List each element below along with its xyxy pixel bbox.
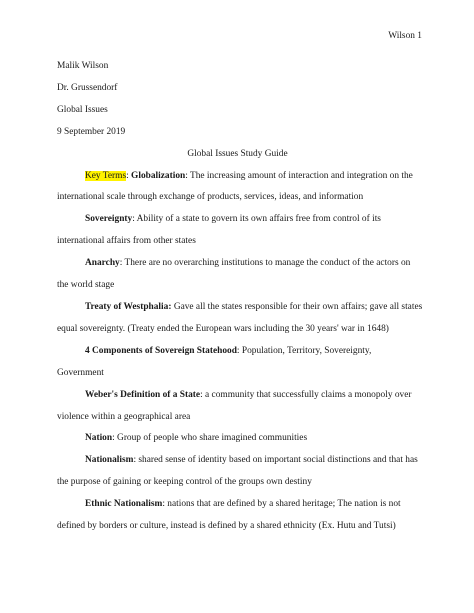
term-entry-treaty-of-westphalia [57,297,423,341]
term-definition-continued: violence within a geographical area [57,411,191,422]
instructor-name: Dr. Grussendorf [57,82,118,93]
document-body [57,56,423,538]
document-title: Global Issues Study Guide [187,148,288,159]
term-entry-ethnic-nationalism [57,494,418,538]
term-definition-continued: international scale through exchange of products, services, ideas, and information [57,192,364,203]
term-entry-sovereign-statehood [57,341,418,385]
term-name: Treaty of Westphalia: [85,301,172,312]
term-name: Ethnic Nationalism [85,499,163,510]
term-definition-continued: equal sovereignty. (Treaty ended the European wars including the 30 years' war in 1648) [57,323,389,334]
term-entry-globalization [57,166,418,210]
author-name: Malik Wilson [57,61,109,71]
term-entry-webers-definition [57,385,418,429]
term-name: Weber's Definition of a State [85,389,201,400]
course-name: Global Issues [57,104,108,115]
term-definition-continued: international affairs from other states [57,236,196,247]
term-separator: : [126,170,132,181]
document-date: 9 September 2019 [57,126,126,137]
term-definition: : The increasing amount of interaction and integration on the [185,170,413,181]
term-entry-anarchy [57,253,418,297]
term-definition: : There are no overarching institutions to manage the conduct of the actors on [119,258,411,269]
term-definition-continued: Government [57,367,104,378]
term-name: Globalization [131,170,186,181]
term-definition: : Group of people who share imagined communities [112,433,308,444]
term-entry-sovereignty [57,209,418,253]
term-definition-continued: the world stage [57,280,115,291]
term-name: Anarchy [85,258,120,269]
running-head: Wilson 1 [388,31,422,41]
term-definition: : shared sense of identity based on important social distinctions and that has [133,455,418,466]
term-definition: : Ability of a state to govern its own affairs free from control of its [132,214,381,225]
term-definition-continued: the purpose of gaining or keeping control of the groups own destiny [57,477,312,488]
highlighted-key-terms-label: Key Terms [85,170,127,181]
term-name: 4 Components of Sovereign Statehood [85,345,237,356]
term-definition: : nations that are defined by a shared heritage; The nation is not [162,499,401,510]
term-definition: Gave all the states responsible for their own affairs; gave all states [171,301,423,312]
term-name: Nation [85,433,113,444]
term-definition: : a community that successfully claims a monopoly over [200,389,412,400]
term-definition: : Population, Territory, Sovereignty, [236,345,372,356]
term-entry-nation [57,428,418,450]
term-name: Sovereignty [85,214,133,225]
term-entry-nationalism [57,450,418,494]
term-name: Nationalism [85,455,134,466]
term-definition-continued: defined by borders or culture, instead is defined by a shared ethnicity (Ex. Hutu and Tutsi) [57,521,396,532]
